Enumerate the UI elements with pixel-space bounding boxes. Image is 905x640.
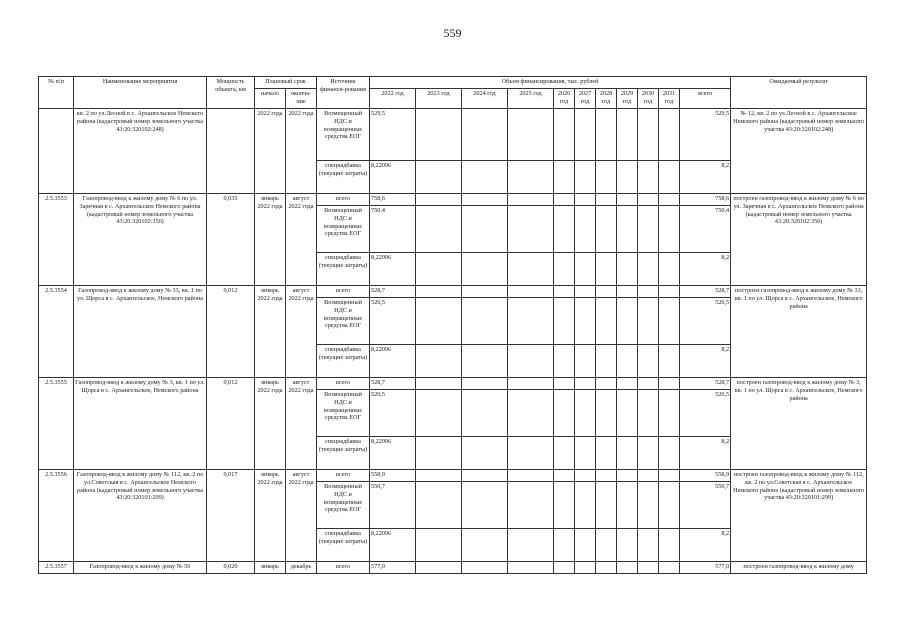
value-empty bbox=[659, 378, 680, 390]
value-empty bbox=[638, 161, 659, 194]
value-empty bbox=[416, 298, 462, 345]
value-empty bbox=[659, 482, 680, 529]
value-empty bbox=[596, 562, 617, 574]
value-empty bbox=[659, 194, 680, 206]
funding-source: Возмещенный НДС и возвращенные средства ЕОГ bbox=[317, 482, 370, 529]
value-total: 8,2 bbox=[680, 529, 731, 562]
term-end: август 2022 года bbox=[286, 378, 317, 470]
value-empty bbox=[554, 470, 575, 482]
value-empty bbox=[508, 253, 554, 286]
value-empty bbox=[617, 437, 638, 470]
header-result: Ожидаемый результат bbox=[731, 77, 867, 109]
value-empty bbox=[554, 437, 575, 470]
value-empty bbox=[575, 345, 596, 378]
value-empty bbox=[575, 253, 596, 286]
value-2022: 8,22096 bbox=[370, 345, 416, 378]
header-year: 2026 год bbox=[554, 89, 575, 109]
value-empty bbox=[554, 298, 575, 345]
funding-source: всего bbox=[317, 378, 370, 390]
value-empty bbox=[596, 345, 617, 378]
expected-result: построен газопровод-ввод к жилому дому № 6 по ул. Заречная в с. Архангельское Немского района (кадастровый номер земельного участка 43:20:320102:350) bbox=[731, 194, 867, 286]
value-empty bbox=[638, 562, 659, 574]
header-term: Плановый срок bbox=[255, 77, 317, 89]
funding-source: спецнадбавка (текущие затраты) bbox=[317, 437, 370, 470]
value-2022: 520,5 bbox=[370, 390, 416, 437]
value-empty bbox=[462, 562, 508, 574]
value-empty bbox=[462, 109, 508, 161]
value-total: 520,5 bbox=[680, 298, 731, 345]
page-number: 559 bbox=[443, 26, 462, 40]
funding-source: всего bbox=[317, 562, 370, 574]
value-empty bbox=[554, 161, 575, 194]
term-start: 2022 года bbox=[255, 109, 286, 194]
value-empty bbox=[416, 345, 462, 378]
value-empty bbox=[554, 529, 575, 562]
value-empty bbox=[617, 194, 638, 206]
row-number: 2.5.3555 bbox=[39, 378, 74, 470]
value-empty bbox=[617, 562, 638, 574]
value-empty bbox=[508, 562, 554, 574]
value-empty bbox=[462, 345, 508, 378]
value-empty bbox=[617, 390, 638, 437]
value-empty bbox=[416, 390, 462, 437]
value-empty bbox=[659, 298, 680, 345]
header-term-start: начало bbox=[255, 89, 286, 109]
value-total: 577,0 bbox=[680, 562, 731, 574]
value-empty bbox=[416, 194, 462, 206]
capacity-value: 0,020 bbox=[207, 562, 255, 574]
expected-result: № 12, кв. 2 по ул.Лесной в с. Архангельское Немского района (кадастровый номер земельного участка 43:20:320102:248) bbox=[731, 109, 867, 194]
value-empty bbox=[596, 286, 617, 298]
value-total: 529,5 bbox=[680, 109, 731, 161]
value-empty bbox=[508, 298, 554, 345]
value-empty bbox=[554, 109, 575, 161]
value-empty bbox=[575, 161, 596, 194]
value-2022: 8,22096 bbox=[370, 437, 416, 470]
value-2022: 520,5 bbox=[370, 298, 416, 345]
term-start: январь 2022 года bbox=[255, 470, 286, 562]
value-empty bbox=[462, 470, 508, 482]
header-source: Источник финанси-рования bbox=[317, 77, 370, 109]
value-empty bbox=[659, 470, 680, 482]
expected-result: построен газопровод-ввод к жилому дому № 33, кв. 1 по ул. Щорса в с. Архангельское, Немского района bbox=[731, 286, 867, 378]
header-funding: Объем финансирования, тыс. рублей bbox=[370, 77, 731, 89]
value-empty bbox=[617, 378, 638, 390]
measure-name: Газопровод-ввод к жилому дому № 56 bbox=[74, 562, 207, 574]
header-year: 2031 год bbox=[659, 89, 680, 109]
value-empty bbox=[575, 482, 596, 529]
value-empty bbox=[575, 562, 596, 574]
value-total: 8,2 bbox=[680, 253, 731, 286]
value-empty bbox=[554, 482, 575, 529]
value-total: 528,7 bbox=[680, 378, 731, 390]
value-empty bbox=[575, 529, 596, 562]
measure-name: Газопровод-ввод к жилому дому № 6 по ул. Заречная в с. Архангельское Немского района (кадастровый номер земельного участка 43:20:320102:350) bbox=[74, 194, 207, 286]
value-2022: 8,22096 bbox=[370, 253, 416, 286]
header-year: 2024 год bbox=[462, 89, 508, 109]
value-empty bbox=[575, 298, 596, 345]
value-empty bbox=[617, 161, 638, 194]
value-empty bbox=[659, 253, 680, 286]
value-empty bbox=[508, 378, 554, 390]
value-empty bbox=[462, 253, 508, 286]
capacity-value: 0,012 bbox=[207, 286, 255, 378]
value-2022: 8,22096 bbox=[370, 161, 416, 194]
value-empty bbox=[462, 194, 508, 206]
value-empty bbox=[638, 194, 659, 206]
value-empty bbox=[416, 253, 462, 286]
table-row bbox=[39, 378, 867, 390]
value-2022: 577,0 bbox=[370, 562, 416, 574]
value-empty bbox=[659, 109, 680, 161]
expected-result: построен газопровод-ввод к жилому дому № 3, кв. 1 по ул. Щорса в с. Архангельское, Немского района bbox=[731, 378, 867, 470]
value-empty bbox=[659, 529, 680, 562]
value-empty bbox=[575, 378, 596, 390]
value-empty bbox=[508, 529, 554, 562]
row-number: 2.5.3556 bbox=[39, 470, 74, 562]
funding-source: Возмещенный НДС и возвращенные средства ЕОГ bbox=[317, 298, 370, 345]
value-empty bbox=[416, 109, 462, 161]
value-empty bbox=[416, 529, 462, 562]
value-empty bbox=[596, 253, 617, 286]
value-empty bbox=[575, 437, 596, 470]
header-year: 2030 год bbox=[638, 89, 659, 109]
value-2022: 528,7 bbox=[370, 286, 416, 298]
value-empty bbox=[596, 529, 617, 562]
header-year: 2025 год bbox=[508, 89, 554, 109]
value-empty bbox=[462, 390, 508, 437]
value-empty bbox=[508, 470, 554, 482]
value-total: 520,5 bbox=[680, 390, 731, 437]
row-number bbox=[39, 109, 74, 194]
value-empty bbox=[575, 109, 596, 161]
value-empty bbox=[508, 161, 554, 194]
value-empty bbox=[575, 194, 596, 206]
value-empty bbox=[617, 109, 638, 161]
value-empty bbox=[659, 562, 680, 574]
term-end: декабрь bbox=[286, 562, 317, 574]
term-end: август 2022 года bbox=[286, 194, 317, 286]
measure-name: кв. 2 по ул.Лесной в с. Архангельское Немского района (кадастровый номер земельного участка 43:20:320102:248) bbox=[74, 109, 207, 194]
value-empty bbox=[596, 298, 617, 345]
value-empty bbox=[659, 345, 680, 378]
value-empty bbox=[554, 253, 575, 286]
term-end: август 2022 года bbox=[286, 286, 317, 378]
value-empty bbox=[596, 390, 617, 437]
header-capacity: Мощность объекта, км bbox=[207, 77, 255, 109]
value-empty bbox=[508, 109, 554, 161]
value-empty bbox=[554, 378, 575, 390]
funding-source: Возмещенный НДС и возвращенные средства ЕОГ bbox=[317, 206, 370, 253]
value-total: 8,2 bbox=[680, 161, 731, 194]
funding-source: всего bbox=[317, 470, 370, 482]
value-empty bbox=[659, 286, 680, 298]
value-empty bbox=[638, 482, 659, 529]
value-empty bbox=[416, 286, 462, 298]
value-empty bbox=[462, 529, 508, 562]
value-empty bbox=[596, 437, 617, 470]
value-empty bbox=[617, 345, 638, 378]
value-2022: 529,5 bbox=[370, 109, 416, 161]
value-empty bbox=[659, 206, 680, 253]
value-empty bbox=[617, 529, 638, 562]
value-empty bbox=[638, 206, 659, 253]
value-empty bbox=[508, 437, 554, 470]
header-term-end: оконча-ние bbox=[286, 89, 317, 109]
funding-source: спецнадбавка (текущие затраты) bbox=[317, 529, 370, 562]
value-empty bbox=[617, 298, 638, 345]
value-empty bbox=[508, 286, 554, 298]
header-year: 2028 год bbox=[596, 89, 617, 109]
row-number: 2.5.3557 bbox=[39, 562, 74, 574]
value-empty bbox=[638, 390, 659, 437]
value-2022: 558,9 bbox=[370, 470, 416, 482]
value-empty bbox=[416, 161, 462, 194]
value-empty bbox=[554, 206, 575, 253]
value-empty bbox=[638, 345, 659, 378]
funding-source: всего bbox=[317, 286, 370, 298]
value-empty bbox=[575, 470, 596, 482]
value-empty bbox=[462, 161, 508, 194]
value-empty bbox=[508, 390, 554, 437]
value-2022: 550,7 bbox=[370, 482, 416, 529]
value-total: 758,6 bbox=[680, 194, 731, 206]
value-empty bbox=[596, 482, 617, 529]
value-empty bbox=[638, 529, 659, 562]
value-empty bbox=[508, 206, 554, 253]
capacity-value: 0,035 bbox=[207, 194, 255, 286]
value-empty bbox=[554, 390, 575, 437]
value-empty bbox=[596, 378, 617, 390]
value-total: 528,7 bbox=[680, 286, 731, 298]
value-empty bbox=[596, 470, 617, 482]
term-start: январь 2022 года bbox=[255, 378, 286, 470]
header-year: 2022 год bbox=[370, 89, 416, 109]
value-empty bbox=[554, 286, 575, 298]
value-empty bbox=[617, 470, 638, 482]
value-2022: 750,4 bbox=[370, 206, 416, 253]
row-number: 2.5.3554 bbox=[39, 286, 74, 378]
header-total: всего bbox=[680, 89, 731, 109]
value-empty bbox=[617, 206, 638, 253]
value-empty bbox=[638, 470, 659, 482]
value-empty bbox=[596, 109, 617, 161]
term-start: январь bbox=[255, 562, 286, 574]
value-empty bbox=[416, 562, 462, 574]
value-empty bbox=[575, 390, 596, 437]
value-empty bbox=[416, 378, 462, 390]
capacity-value: 0,012 bbox=[207, 378, 255, 470]
value-empty bbox=[617, 253, 638, 286]
measure-name: Газопровод-ввод к жилому дому № 33, кв. 1 по ул. Щорса в с. Архангельское, Немского района bbox=[74, 286, 207, 378]
value-empty bbox=[638, 286, 659, 298]
capacity-value: 0,017 bbox=[207, 470, 255, 562]
value-empty bbox=[508, 194, 554, 206]
value-empty bbox=[638, 298, 659, 345]
value-empty bbox=[617, 286, 638, 298]
value-empty bbox=[575, 286, 596, 298]
term-start: январь 2022 года bbox=[255, 286, 286, 378]
value-empty bbox=[462, 298, 508, 345]
value-empty bbox=[462, 378, 508, 390]
value-empty bbox=[638, 109, 659, 161]
table-row bbox=[39, 109, 867, 161]
value-empty bbox=[659, 437, 680, 470]
funding-source: всего bbox=[317, 194, 370, 206]
value-total: 8,2 bbox=[680, 437, 731, 470]
value-empty bbox=[638, 253, 659, 286]
value-empty bbox=[554, 562, 575, 574]
value-empty bbox=[638, 437, 659, 470]
value-empty bbox=[462, 482, 508, 529]
capacity-value bbox=[207, 109, 255, 194]
value-empty bbox=[596, 194, 617, 206]
header-num: № п/п bbox=[39, 77, 74, 109]
funding-source: Возмещенный НДС и возвращенные средства ЕОГ bbox=[317, 390, 370, 437]
header-year: 2029 год bbox=[617, 89, 638, 109]
header-name: Наименование мероприятия bbox=[74, 77, 207, 109]
value-total: 750,4 bbox=[680, 206, 731, 253]
value-empty bbox=[638, 378, 659, 390]
funding-source: спецнадбавка (текущие затраты) bbox=[317, 161, 370, 194]
funding-table bbox=[38, 76, 867, 574]
value-2022: 528,7 bbox=[370, 378, 416, 390]
measure-name: Газопровод-ввод к жилому дому № 112, кв. 2 по ул.Советская в с. Архангельское Немского района (кадастровый номер земельного участка 43:20:320101:299) bbox=[74, 470, 207, 562]
header-year: 2023 год bbox=[416, 89, 462, 109]
value-empty bbox=[617, 482, 638, 529]
value-total: 8,2 bbox=[680, 345, 731, 378]
value-2022: 8,22096 bbox=[370, 529, 416, 562]
value-empty bbox=[596, 161, 617, 194]
value-empty bbox=[596, 206, 617, 253]
table-row bbox=[39, 562, 867, 574]
measure-name: Газопровод-ввод к жилому дому № 3, кв. 1 по ул. Щорса в с. Архангельское, Немского района bbox=[74, 378, 207, 470]
value-2022: 758,6 bbox=[370, 194, 416, 206]
value-empty bbox=[416, 470, 462, 482]
funding-source: спецнадбавка (текущие затраты) bbox=[317, 345, 370, 378]
value-empty bbox=[554, 345, 575, 378]
table-row bbox=[39, 286, 867, 298]
expected-result: построен газопровод-ввод к жилому дому № 112, кв. 2 по ул.Советская в с. Архангельское Немского района (кадастровый номер земельного участка 43:20:320101:299) bbox=[731, 470, 867, 562]
term-start: январь 2022 года bbox=[255, 194, 286, 286]
header-year: 2027 год bbox=[575, 89, 596, 109]
value-total: 550,7 bbox=[680, 482, 731, 529]
value-empty bbox=[508, 345, 554, 378]
value-empty bbox=[554, 194, 575, 206]
value-empty bbox=[416, 482, 462, 529]
table-row bbox=[39, 470, 867, 482]
expected-result: построен газопровод-ввод к жилому дому bbox=[731, 562, 867, 574]
value-empty bbox=[462, 206, 508, 253]
value-empty bbox=[575, 206, 596, 253]
value-empty bbox=[659, 390, 680, 437]
value-empty bbox=[659, 161, 680, 194]
funding-source: Возмещенный НДС и возвращенные средства ЕОГ bbox=[317, 109, 370, 161]
value-empty bbox=[416, 437, 462, 470]
value-empty bbox=[508, 482, 554, 529]
row-number: 2.5.3553 bbox=[39, 194, 74, 286]
term-end: август 2022 года bbox=[286, 470, 317, 562]
funding-source: спецнадбавка (текущие затраты) bbox=[317, 253, 370, 286]
value-empty bbox=[462, 437, 508, 470]
value-total: 558,9 bbox=[680, 470, 731, 482]
table-row bbox=[39, 194, 867, 206]
term-end: 2022 года bbox=[286, 109, 317, 194]
value-empty bbox=[462, 286, 508, 298]
value-empty bbox=[416, 206, 462, 253]
